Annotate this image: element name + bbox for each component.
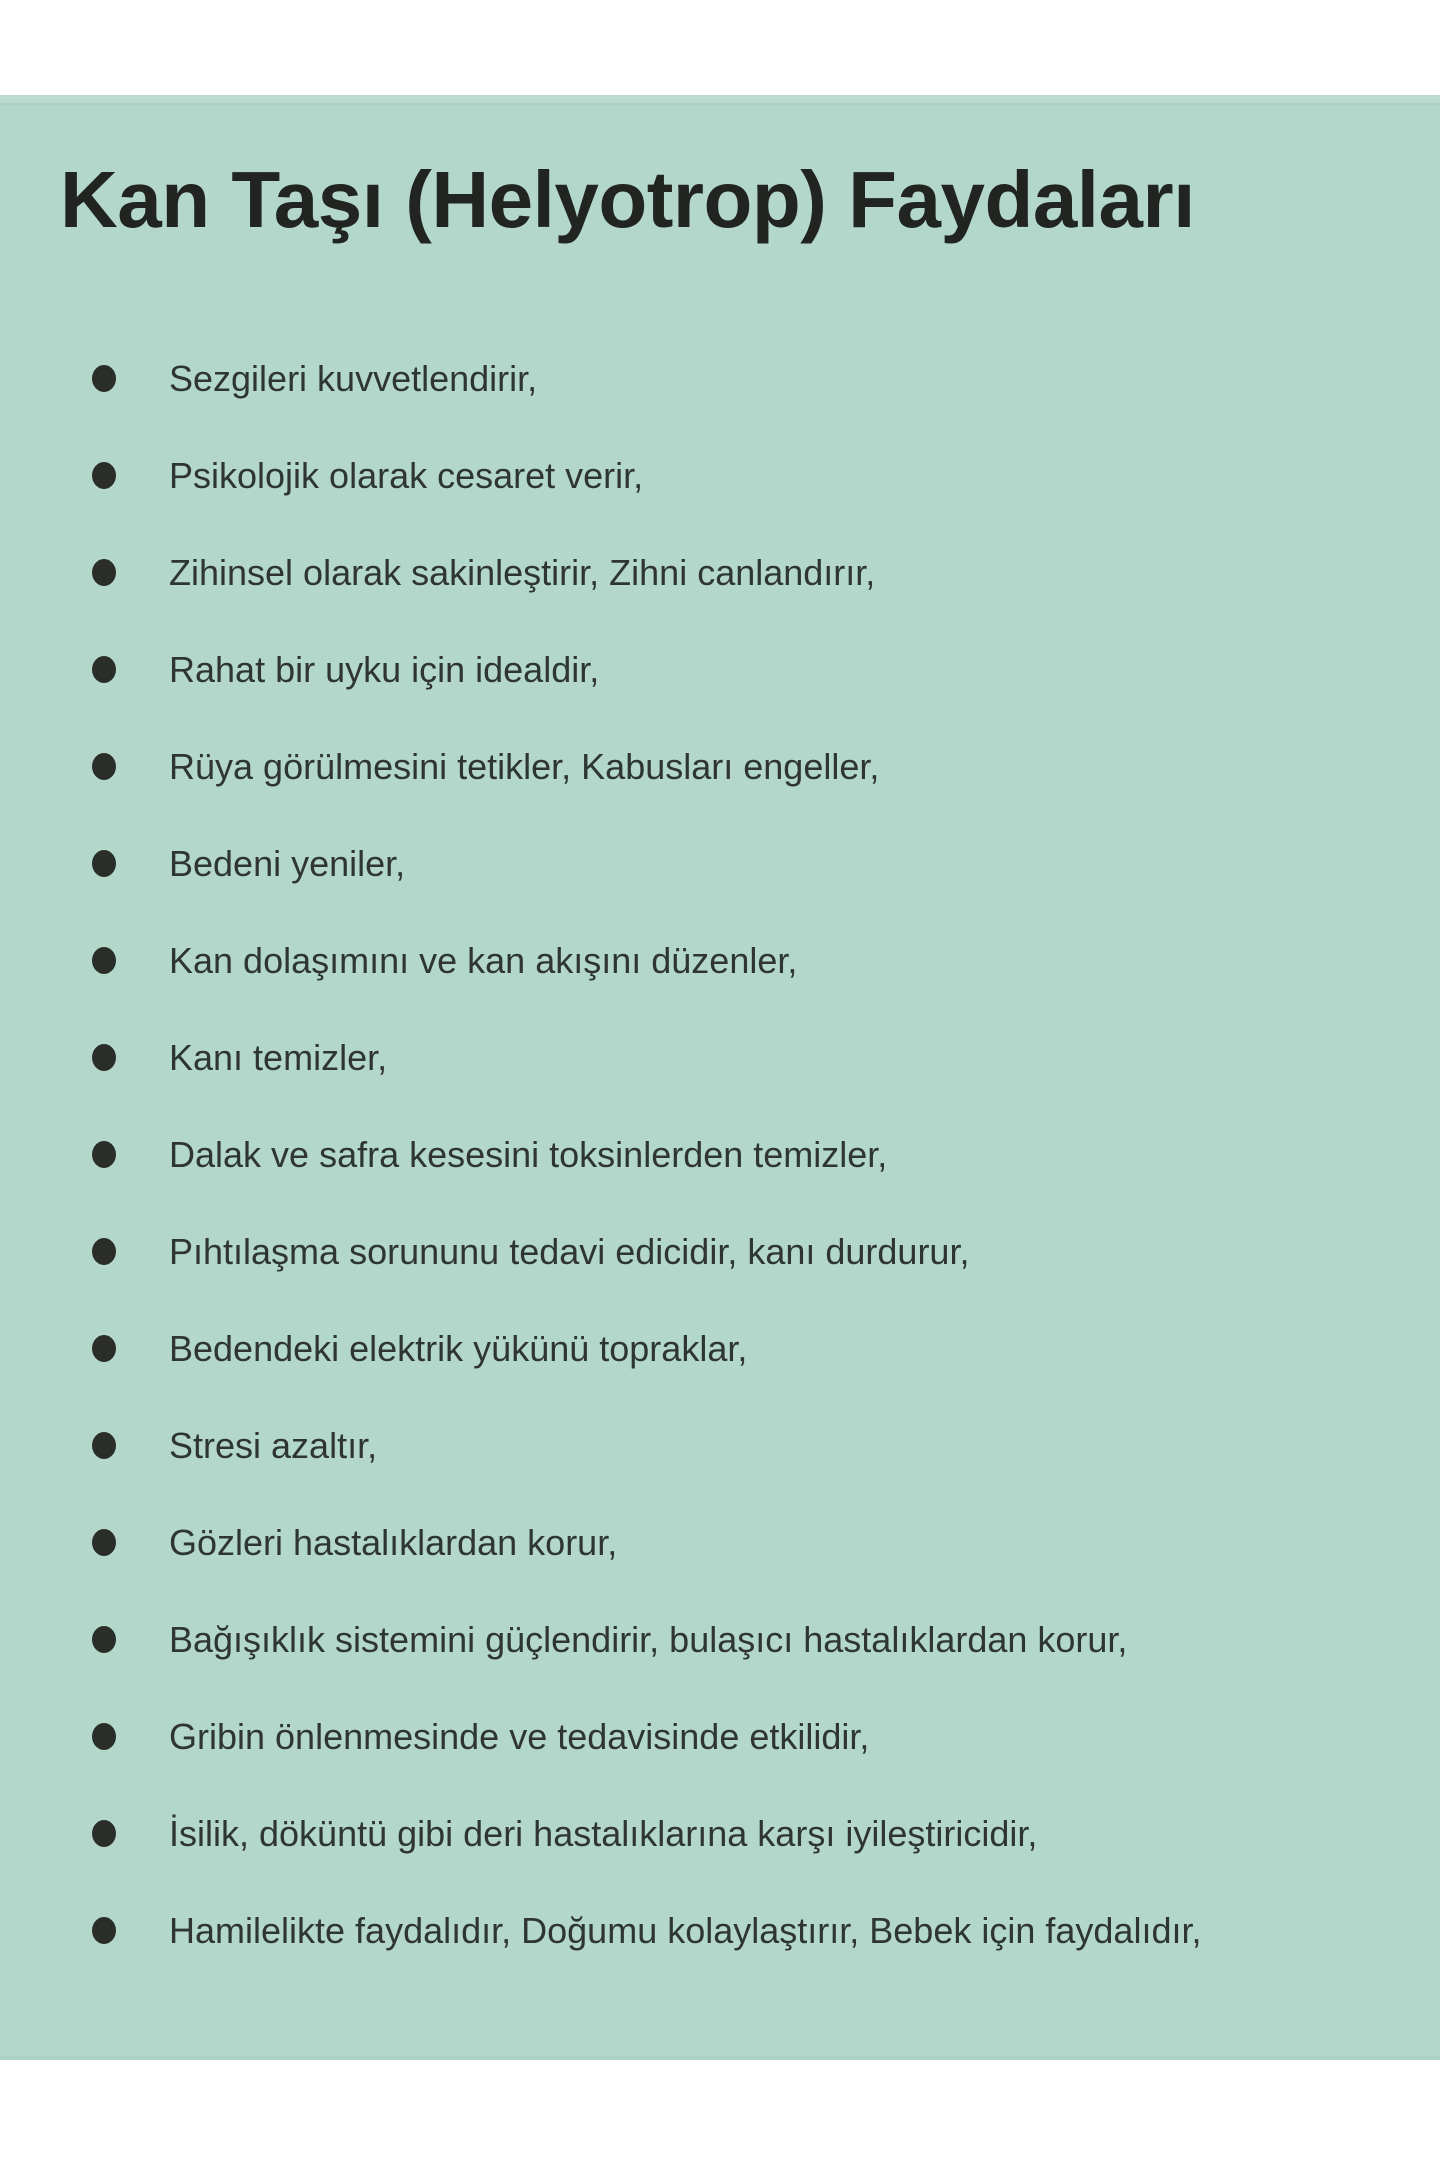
list-item-text: Rüya görülmesini tetikler, Kabusları engeller, (169, 745, 880, 787)
list-item (0, 330, 1440, 427)
list-item (0, 1688, 1440, 1785)
bullet-icon (92, 365, 116, 392)
card-top-edge (0, 95, 1440, 105)
list-item (0, 1785, 1440, 1882)
benefits-card (0, 95, 1440, 2060)
list-item (0, 621, 1440, 718)
page-title: Kan Taşı (Helyotrop) Faydaları (60, 155, 1195, 244)
bullet-icon (92, 1238, 116, 1265)
list-item-text: Bedendeki elektrik yükünü topraklar, (169, 1327, 748, 1369)
list-item-text: Rahat bir uyku için idealdir, (169, 648, 600, 690)
bullet-icon (92, 1820, 116, 1847)
list-item (0, 1591, 1440, 1688)
bullet-icon (92, 1335, 116, 1362)
list-item-text: Dalak ve safra kesesini toksinlerden temizler, (169, 1133, 888, 1175)
list-item (0, 1009, 1440, 1106)
list-item (0, 912, 1440, 1009)
list-item (0, 524, 1440, 621)
list-item (0, 1494, 1440, 1591)
list-item (0, 1300, 1440, 1397)
list-item-text: Bedeni yeniler, (169, 842, 406, 884)
bullet-icon (92, 1626, 116, 1653)
list-item-text: İsilik, döküntü gibi deri hastalıklarına karşı iyileştiricidir, (169, 1812, 1038, 1854)
list-item-text: Pıhtılaşma sorununu tedavi edicidir, kanı durdurur, (169, 1230, 970, 1272)
list-item-text: Kanı temizler, (169, 1036, 388, 1078)
list-item-text: Psikolojik olarak cesaret verir, (169, 454, 644, 496)
bullet-icon (92, 753, 116, 780)
bullet-icon (92, 947, 116, 974)
list-item-text: Zihinsel olarak sakinleştirir, Zihni canlandırır, (169, 551, 876, 593)
bullet-icon (92, 1432, 116, 1459)
bullet-icon (92, 559, 116, 586)
list-item (0, 718, 1440, 815)
bullet-icon (92, 656, 116, 683)
benefits-list (0, 330, 1440, 1979)
list-item (0, 1397, 1440, 1494)
bullet-icon (92, 1141, 116, 1168)
list-item-text: Bağışıklık sistemini güçlendirir, bulaşıcı hastalıklardan korur, (169, 1618, 1128, 1660)
list-item (0, 1106, 1440, 1203)
list-item (0, 1882, 1440, 1979)
bullet-icon (92, 1529, 116, 1556)
list-item-text: Gözleri hastalıklardan korur, (169, 1521, 618, 1563)
bullet-icon (92, 1917, 116, 1944)
bullet-icon (92, 1044, 116, 1071)
list-item (0, 1203, 1440, 1300)
list-item-text: Kan dolaşımını ve kan akışını düzenler, (169, 939, 798, 981)
bullet-icon (92, 1723, 116, 1750)
list-item-text: Sezgileri kuvvetlendirir, (169, 357, 538, 399)
bullet-icon (92, 462, 116, 489)
list-item-text: Gribin önlenmesinde ve tedavisinde etkilidir, (169, 1715, 870, 1757)
list-item-text: Stresi azaltır, (169, 1424, 378, 1466)
list-item (0, 815, 1440, 912)
bullet-icon (92, 850, 116, 877)
list-item (0, 427, 1440, 524)
list-item-text: Hamilelikte faydalıdır, Doğumu kolaylaştırır, Bebek için faydalıdır, (169, 1909, 1202, 1951)
card-bottom-edge (0, 2056, 1440, 2060)
